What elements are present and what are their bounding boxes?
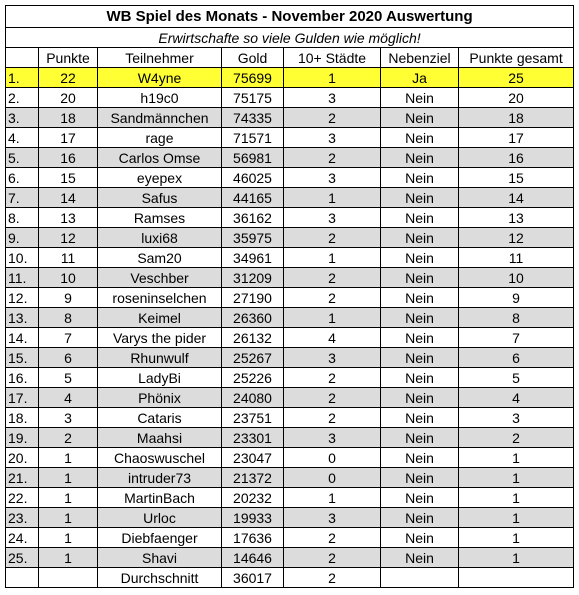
footer-empty-nebenziel	[381, 568, 459, 588]
table-row	[6, 248, 574, 268]
gold-cell: 21372	[222, 468, 284, 488]
gold-cell: 25267	[222, 348, 284, 368]
header-punkte: Punkte	[39, 48, 98, 68]
punkte-gesamt-cell: 1	[459, 508, 574, 528]
nebenziel-cell: Nein	[381, 488, 459, 508]
teilnehmer-cell: Veschber	[98, 268, 222, 288]
staedte-cell: 4	[284, 328, 381, 348]
header-punkte-gesamt: Punkte gesamt	[459, 48, 574, 68]
rank-cell: 11.	[6, 268, 39, 288]
punkte-cell: 1	[39, 548, 98, 568]
header-rank	[6, 48, 39, 68]
rank-cell: 15.	[6, 348, 39, 368]
staedte-cell: 1	[284, 308, 381, 328]
gold-cell: 74335	[222, 108, 284, 128]
title-row	[6, 6, 574, 28]
nebenziel-cell: Nein	[381, 188, 459, 208]
rank-cell: 5.	[6, 148, 39, 168]
teilnehmer-cell: Carlos Omse	[98, 148, 222, 168]
nebenziel-cell: Nein	[381, 248, 459, 268]
nebenziel-cell: Nein	[381, 548, 459, 568]
punkte-gesamt-cell: 4	[459, 388, 574, 408]
table-row	[6, 288, 574, 308]
teilnehmer-cell: Shavi	[98, 548, 222, 568]
punkte-gesamt-cell: 11	[459, 248, 574, 268]
punkte-gesamt-cell: 15	[459, 168, 574, 188]
footer-empty-punkte	[39, 568, 98, 588]
rank-cell: 1.	[6, 68, 39, 88]
table-row	[6, 368, 574, 388]
rank-cell: 25.	[6, 548, 39, 568]
staedte-cell: 1	[284, 188, 381, 208]
rank-cell: 7.	[6, 188, 39, 208]
teilnehmer-cell: roseninselchen	[98, 288, 222, 308]
nebenziel-cell: Nein	[381, 408, 459, 428]
rank-cell: 23.	[6, 508, 39, 528]
punkte-gesamt-cell: 14	[459, 188, 574, 208]
teilnehmer-cell: Maahsi	[98, 428, 222, 448]
nebenziel-cell: Nein	[381, 468, 459, 488]
staedte-cell: 3	[284, 428, 381, 448]
teilnehmer-cell: Phönix	[98, 388, 222, 408]
nebenziel-cell: Nein	[381, 128, 459, 148]
table-row	[6, 408, 574, 428]
nebenziel-cell: Nein	[381, 88, 459, 108]
rank-cell: 6.	[6, 168, 39, 188]
rank-cell: 4.	[6, 128, 39, 148]
nebenziel-cell: Nein	[381, 368, 459, 388]
gold-cell: 36162	[222, 208, 284, 228]
teilnehmer-cell: Rhunwulf	[98, 348, 222, 368]
gold-cell: 19933	[222, 508, 284, 528]
punkte-cell: 1	[39, 508, 98, 528]
table-row	[6, 168, 574, 188]
teilnehmer-cell: MartinBach	[98, 488, 222, 508]
gold-cell: 23047	[222, 448, 284, 468]
punkte-cell: 6	[39, 348, 98, 368]
staedte-cell: 3	[284, 168, 381, 188]
punkte-gesamt-cell: 6	[459, 348, 574, 368]
staedte-cell: 2	[284, 548, 381, 568]
punkte-gesamt-cell: 20	[459, 88, 574, 108]
gold-cell: 23751	[222, 408, 284, 428]
punkte-gesamt-cell: 18	[459, 108, 574, 128]
table-row	[6, 528, 574, 548]
punkte-gesamt-cell: 1	[459, 468, 574, 488]
header-staedte: 10+ Städte	[284, 48, 381, 68]
staedte-cell: 2	[284, 368, 381, 388]
punkte-cell: 1	[39, 468, 98, 488]
punkte-gesamt-cell: 10	[459, 268, 574, 288]
nebenziel-cell: Nein	[381, 308, 459, 328]
header-nebenziel: Nebenziel	[381, 48, 459, 68]
nebenziel-cell: Nein	[381, 328, 459, 348]
nebenziel-cell: Nein	[381, 268, 459, 288]
teilnehmer-cell: luxi68	[98, 228, 222, 248]
punkte-cell: 10	[39, 268, 98, 288]
punkte-cell: 16	[39, 148, 98, 168]
punkte-cell: 17	[39, 128, 98, 148]
footer-label: Durchschnitt	[98, 568, 222, 588]
gold-cell: 75699	[222, 68, 284, 88]
header-row	[6, 48, 574, 68]
teilnehmer-cell: Diebfaenger	[98, 528, 222, 548]
table-title: WB Spiel des Monats - November 2020 Auswertung	[6, 6, 574, 28]
table-row	[6, 328, 574, 348]
nebenziel-cell: Nein	[381, 168, 459, 188]
gold-cell: 27190	[222, 288, 284, 308]
table-row	[6, 448, 574, 468]
nebenziel-cell: Nein	[381, 388, 459, 408]
footer-empty-rank	[6, 568, 39, 588]
teilnehmer-cell: eyepex	[98, 168, 222, 188]
punkte-gesamt-cell: 1	[459, 548, 574, 568]
table-row	[6, 108, 574, 128]
table-row	[6, 548, 574, 568]
punkte-cell: 1	[39, 488, 98, 508]
punkte-cell: 15	[39, 168, 98, 188]
rank-cell: 20.	[6, 448, 39, 468]
punkte-cell: 18	[39, 108, 98, 128]
staedte-cell: 1	[284, 68, 381, 88]
gold-cell: 25226	[222, 368, 284, 388]
staedte-cell: 2	[284, 528, 381, 548]
punkte-gesamt-cell: 8	[459, 308, 574, 328]
rank-cell: 8.	[6, 208, 39, 228]
table-row	[6, 308, 574, 328]
nebenziel-cell: Nein	[381, 428, 459, 448]
gold-cell: 56981	[222, 148, 284, 168]
footer-empty-gesamt	[459, 568, 574, 588]
gold-cell: 35975	[222, 228, 284, 248]
gold-cell: 17636	[222, 528, 284, 548]
nebenziel-cell: Nein	[381, 528, 459, 548]
teilnehmer-cell: h19c0	[98, 88, 222, 108]
table-row	[6, 348, 574, 368]
staedte-cell: 2	[284, 288, 381, 308]
teilnehmer-cell: Keimel	[98, 308, 222, 328]
nebenziel-cell: Nein	[381, 208, 459, 228]
table-row	[6, 228, 574, 248]
rank-cell: 16.	[6, 368, 39, 388]
punkte-cell: 22	[39, 68, 98, 88]
table-row	[6, 268, 574, 288]
rank-cell: 17.	[6, 388, 39, 408]
staedte-cell: 2	[284, 408, 381, 428]
gold-cell: 23301	[222, 428, 284, 448]
table-row	[6, 388, 574, 408]
staedte-cell: 2	[284, 388, 381, 408]
rank-cell: 19.	[6, 428, 39, 448]
staedte-cell: 3	[284, 128, 381, 148]
punkte-gesamt-cell: 13	[459, 208, 574, 228]
staedte-cell: 2	[284, 228, 381, 248]
punkte-gesamt-cell: 1	[459, 528, 574, 548]
punkte-gesamt-cell: 12	[459, 228, 574, 248]
gold-cell: 34961	[222, 248, 284, 268]
nebenziel-cell: Nein	[381, 508, 459, 528]
table-row	[6, 68, 574, 88]
footer-row	[6, 568, 574, 588]
gold-cell: 24080	[222, 388, 284, 408]
staedte-cell: 3	[284, 208, 381, 228]
rank-cell: 12.	[6, 288, 39, 308]
staedte-cell: 2	[284, 268, 381, 288]
teilnehmer-cell: Varys the pider	[98, 328, 222, 348]
rank-cell: 24.	[6, 528, 39, 548]
gold-cell: 44165	[222, 188, 284, 208]
punkte-cell: 1	[39, 448, 98, 468]
rank-cell: 13.	[6, 308, 39, 328]
gold-cell: 71571	[222, 128, 284, 148]
results-sheet	[5, 5, 573, 588]
nebenziel-cell: Nein	[381, 148, 459, 168]
punkte-gesamt-cell: 16	[459, 148, 574, 168]
punkte-cell: 3	[39, 408, 98, 428]
nebenziel-cell: Nein	[381, 288, 459, 308]
punkte-cell: 20	[39, 88, 98, 108]
punkte-gesamt-cell: 1	[459, 448, 574, 468]
gold-cell: 31209	[222, 268, 284, 288]
table-row	[6, 148, 574, 168]
teilnehmer-cell: Sandmännchen	[98, 108, 222, 128]
nebenziel-cell: Nein	[381, 348, 459, 368]
punkte-cell: 9	[39, 288, 98, 308]
gold-cell: 26360	[222, 308, 284, 328]
teilnehmer-cell: Sam20	[98, 248, 222, 268]
table-row	[6, 208, 574, 228]
punkte-cell: 1	[39, 528, 98, 548]
results-table	[5, 5, 574, 588]
punkte-gesamt-cell: 1	[459, 488, 574, 508]
subtitle-row	[6, 28, 574, 48]
staedte-cell: 1	[284, 248, 381, 268]
gold-cell: 26132	[222, 328, 284, 348]
punkte-gesamt-cell: 3	[459, 408, 574, 428]
table-row	[6, 428, 574, 448]
rank-cell: 21.	[6, 468, 39, 488]
gold-cell: 75175	[222, 88, 284, 108]
staedte-cell: 3	[284, 88, 381, 108]
teilnehmer-cell: rage	[98, 128, 222, 148]
nebenziel-cell: Ja	[381, 68, 459, 88]
footer-gold: 36017	[222, 568, 284, 588]
punkte-gesamt-cell: 2	[459, 428, 574, 448]
rank-cell: 18.	[6, 408, 39, 428]
punkte-gesamt-cell: 9	[459, 288, 574, 308]
staedte-cell: 2	[284, 108, 381, 128]
teilnehmer-cell: LadyBi	[98, 368, 222, 388]
staedte-cell: 2	[284, 148, 381, 168]
punkte-cell: 14	[39, 188, 98, 208]
staedte-cell: 0	[284, 448, 381, 468]
punkte-gesamt-cell: 5	[459, 368, 574, 388]
punkte-gesamt-cell: 25	[459, 68, 574, 88]
table-row	[6, 488, 574, 508]
nebenziel-cell: Nein	[381, 108, 459, 128]
rank-cell: 3.	[6, 108, 39, 128]
rank-cell: 2.	[6, 88, 39, 108]
table-row	[6, 88, 574, 108]
rank-cell: 10.	[6, 248, 39, 268]
nebenziel-cell: Nein	[381, 228, 459, 248]
table-subtitle: Erwirtschafte so viele Gulden wie möglich!	[6, 28, 574, 48]
teilnehmer-cell: Cataris	[98, 408, 222, 428]
rank-cell: 14.	[6, 328, 39, 348]
punkte-cell: 4	[39, 388, 98, 408]
gold-cell: 14646	[222, 548, 284, 568]
punkte-cell: 2	[39, 428, 98, 448]
header-gold: Gold	[222, 48, 284, 68]
teilnehmer-cell: Ramses	[98, 208, 222, 228]
nebenziel-cell: Nein	[381, 448, 459, 468]
teilnehmer-cell: W4yne	[98, 68, 222, 88]
gold-cell: 46025	[222, 168, 284, 188]
teilnehmer-cell: Safus	[98, 188, 222, 208]
staedte-cell: 3	[284, 348, 381, 368]
gold-cell: 20232	[222, 488, 284, 508]
punkte-cell: 13	[39, 208, 98, 228]
punkte-cell: 12	[39, 228, 98, 248]
staedte-cell: 3	[284, 508, 381, 528]
punkte-gesamt-cell: 17	[459, 128, 574, 148]
punkte-cell: 7	[39, 328, 98, 348]
table-row	[6, 188, 574, 208]
punkte-cell: 8	[39, 308, 98, 328]
footer-staedte: 2	[284, 568, 381, 588]
staedte-cell: 0	[284, 468, 381, 488]
staedte-cell: 1	[284, 488, 381, 508]
table-row	[6, 128, 574, 148]
punkte-gesamt-cell: 7	[459, 328, 574, 348]
teilnehmer-cell: Urloc	[98, 508, 222, 528]
teilnehmer-cell: Chaoswuschel	[98, 448, 222, 468]
header-teilnehmer: Teilnehmer	[98, 48, 222, 68]
rank-cell: 9.	[6, 228, 39, 248]
punkte-cell: 11	[39, 248, 98, 268]
table-row	[6, 468, 574, 488]
table-row	[6, 508, 574, 528]
teilnehmer-cell: intruder73	[98, 468, 222, 488]
punkte-cell: 5	[39, 368, 98, 388]
rank-cell: 22.	[6, 488, 39, 508]
